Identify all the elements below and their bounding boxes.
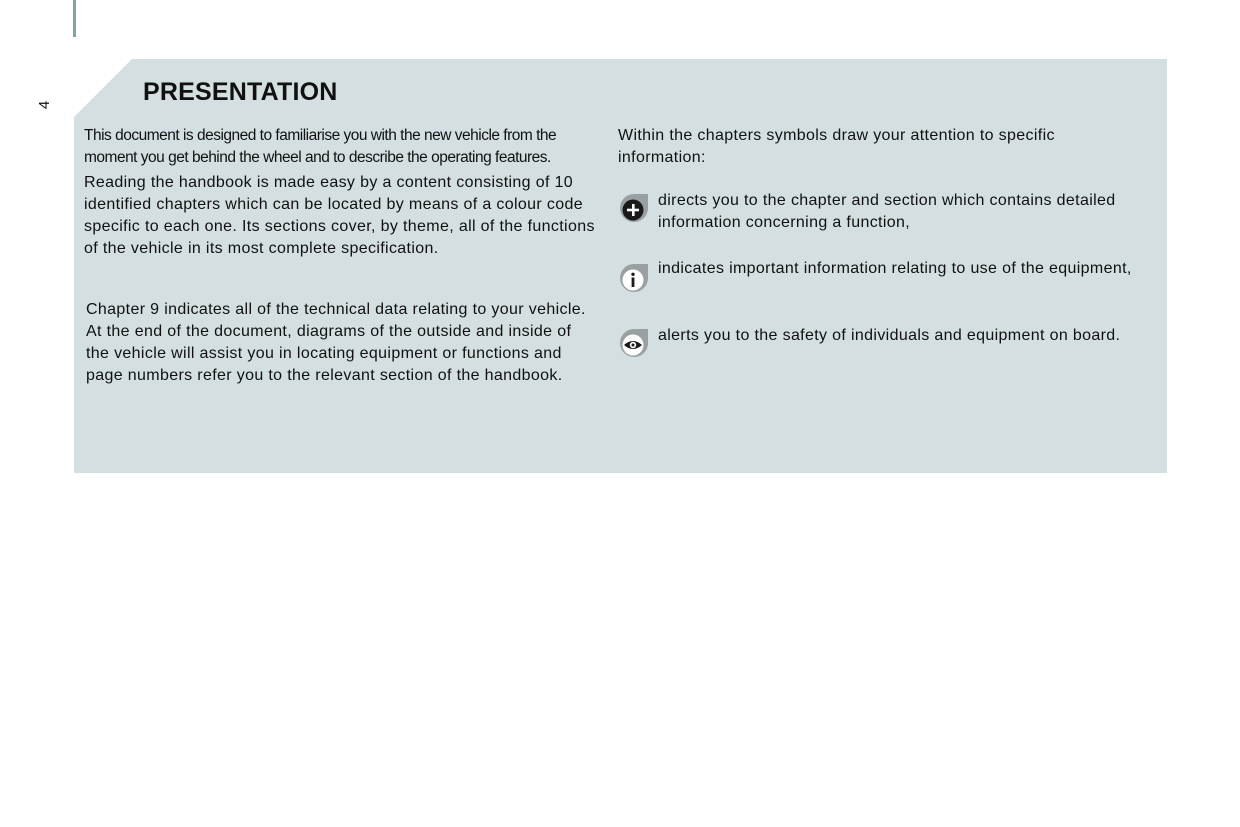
handbook-paragraph: Reading the handbook is made easy by a content consisting of 10 identified chapters which can be located by means of a colour code specific to each one. Its sections cover, by theme, all of the functions of the vehicle in its most complete specification. bbox=[84, 174, 595, 257]
symbols-intro-paragraph: Within the chapters symbols draw your attention to specific information: bbox=[618, 127, 1055, 166]
page-number: 4 bbox=[36, 100, 53, 110]
info-icon bbox=[617, 262, 651, 296]
page-edge-line bbox=[73, 0, 76, 37]
symbol-text-detail: directs you to the chapter and section which contains detailed information concerning a function, bbox=[658, 192, 1116, 231]
symbol-text-info: indicates important information relating to use of the equipment, bbox=[658, 260, 1132, 277]
intro-paragraph: This document is designed to familiarise you with the new vehicle from the moment you get behind the wheel and to describe the operating features. bbox=[84, 127, 557, 166]
plus-icon bbox=[617, 192, 651, 226]
eye-icon bbox=[617, 327, 651, 361]
chapter9-paragraph: Chapter 9 indicates all of the technical data relating to your vehicle. At the end of the document, diagrams of the outside and inside of the vehicle will assist you in locating equipment or functions and page numbers refer you to the relevant section of the handbook. bbox=[86, 301, 586, 384]
symbol-text-safety: alerts you to the safety of individuals and equipment on board. bbox=[658, 327, 1121, 344]
page-title: PRESENTATION bbox=[143, 78, 338, 106]
